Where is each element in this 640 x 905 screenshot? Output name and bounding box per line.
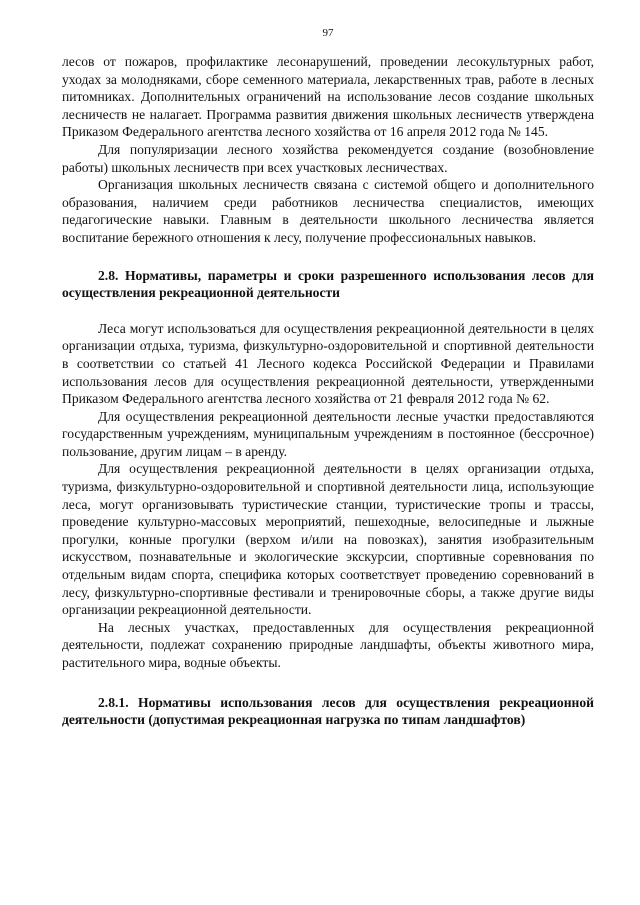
paragraph-school-forestry-recommendation: Для популяризации лесного хозяйства рекомендуется создание (возобновление работы) школьных лесничеств при всех участковых лесничествах. xyxy=(62,141,594,175)
page-number: 97 xyxy=(322,27,334,39)
paragraph-school-forestry-organization: Организация школьных лесничеств связана с системой общего и дополнительного образования, наличием среди работников лесничества специалистов, имеющих педагогические навыки. Главным в деятельности школьного лесничества является воспитание бережного отношения к лесу, получение профессиональных навыков. xyxy=(62,177,594,245)
document-page xyxy=(62,0,594,905)
paragraph-school-forestry-program: лесов от пожаров, профилактике лесонарушений, проведении лесокультурных работ, уходах за молодняками, сборе семенного материала, лекарственных трав, работе в лесных питомниках. Дополнительных ограничений на использование лесов создание школьных лесничеств не налагает. Программа развития движения школьных лесничеств утверждена Приказом Федерального агентства лесного хозяйства от 16 апреля 2012 года № 145. xyxy=(62,54,594,140)
paragraph-recreational-use-basis: Леса могут использоваться для осуществления рекреационной деятельности в целях организации отдыха, туризма, физкультурно-оздоровительной и спортивной деятельности в соответствии со статьей 41 Лесного кодекса Российской Федерации и Правилами использования лесов для осуществления рекреационной деятельности, утвержденными Приказом Федерального агентства лесного хозяйства от 21 февраля 2012 года № 62. xyxy=(62,320,594,407)
page-content xyxy=(62,53,594,729)
section-heading-2-8-1: 2.8.1. Нормативы использования лесов для осуществления рекреационной деятельности (допустимая рекреационная нагрузка по типам ландшафтов) xyxy=(62,694,594,728)
paragraph-recreational-land-provision: Для осуществления рекреационной деятельности лесные участки предоставляются государственным учреждениям, муниципальным учреждениям в постоянное (бессрочное) пользование, другим лицам – в аренду. xyxy=(62,408,594,459)
paragraph-recreational-activities: Для осуществления рекреационной деятельности в целях организации отдыха, туризма, физкультурно-оздоровительной и спортивной деятельности лица, использующие леса, могут организовывать туристические станции, туристические тропы и трассы, проведение культурно-массовых мероприятий, пешеходные, велосипедные и лыжные прогулки, конные прогулки (верхом и/или на повозках), занятия изобразительным искусством, познавательные и экологические экскурсии, спортивные соревнования по отдельным видам спорта, специфика которых соответствует проведению соревнований в лесу, физкультурно-спортивные фестивали и тренировочные сборы, а также другие виды организации рекреационной деятельности. xyxy=(62,461,594,618)
section-heading-2-8: 2.8. Нормативы, параметры и сроки разрешенного использования лесов для осуществления рекреационной деятельности xyxy=(62,267,594,301)
paragraph-landscape-preservation: На лесных участках, предоставленных для осуществления рекреационной деятельности, подлежат сохранению природные ландшафты, объекты животного мира, растительного мира, водные объекты. xyxy=(62,619,594,670)
